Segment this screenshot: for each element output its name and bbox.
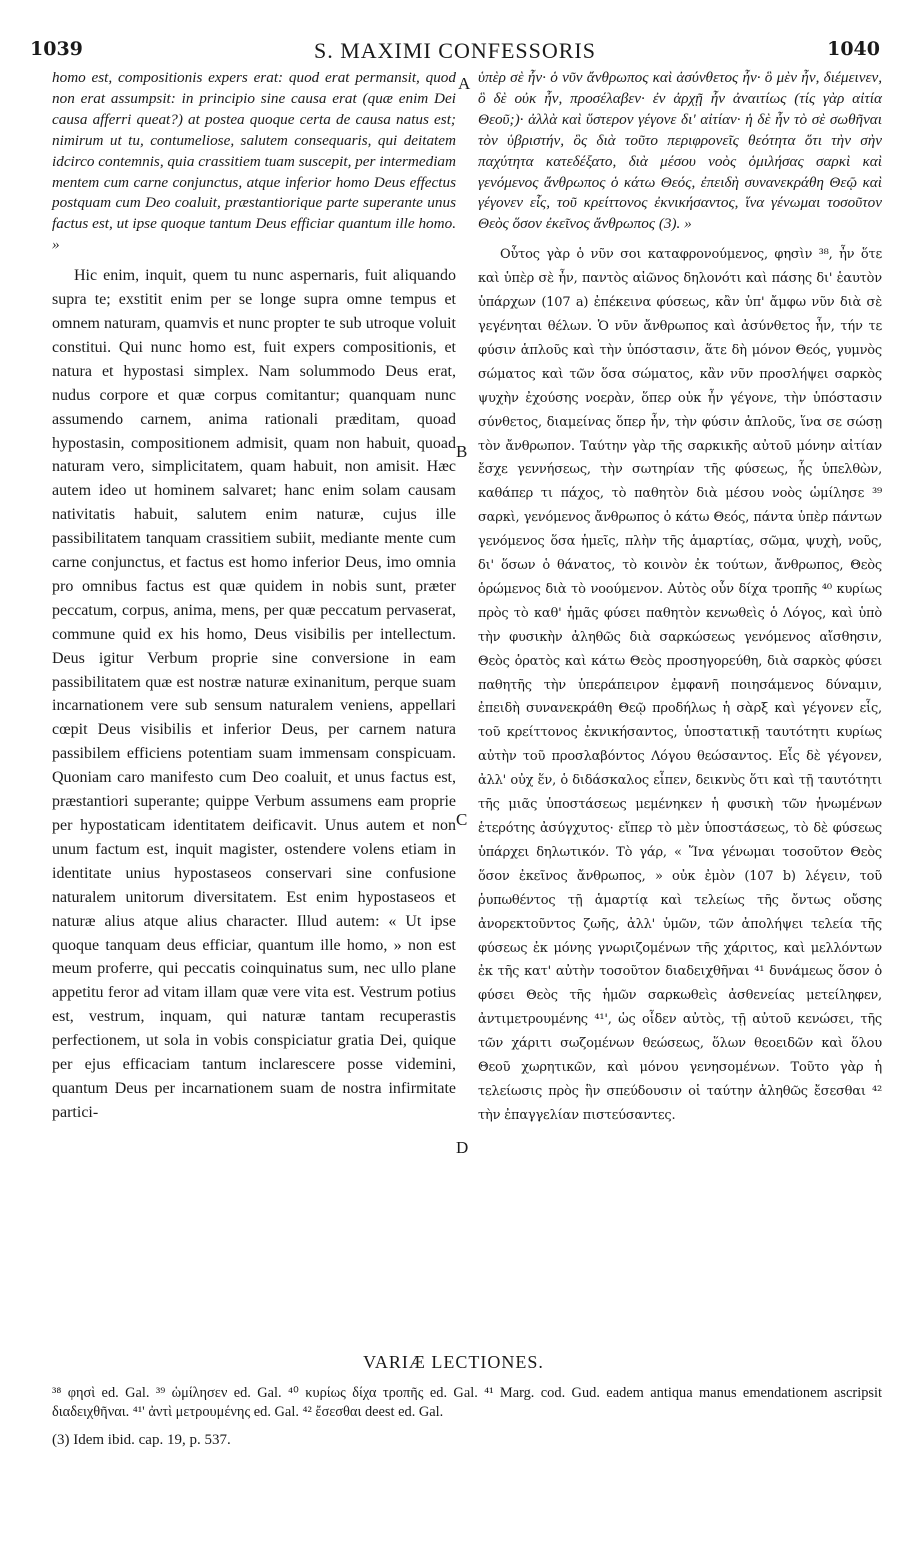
variae-lectiones-title: VARIÆ LECTIONES. — [363, 1352, 544, 1372]
left-page-number: 1039 — [30, 38, 83, 60]
variae-lectiones-text: ³⁸ φησὶ ed. Gal. ³⁹ ὡμίλησεν ed. Gal. ⁴⁰ κυρίως δίχα τροπῆς ed. Gal. ⁴¹ Marg. cod. Gud. eadem antiqua manus emendationem ascripsit διαδειχθῆναι. ⁴¹' ἀντὶ μετρουμένης ed. Gal. ⁴² ἔσεσθαι deest ed. Gal. — [52, 1385, 882, 1420]
running-title: S. MAXIMI CONFESSORIS — [313, 38, 596, 63]
latin-italic-paragraph: homo est, compositionis expers erat: quod erat permansit, quod non erat assumpsit: in principio sine causa erat (quæ enim Dei causa afferri queat?) at postea quoque certa de causa natus est; nimirum ut tu, contumeliose, salutem consequaris, qui deitatem idcirco contemnis, quia crassitiem tuam suscepit, per intermediam mentem cum carne conjunctus, atque inferior homo Deus effectus postquam cum Deo coaluit, præstantiorique parte superante unus factus est, ut ipse quoque tantum Deus efficiar quantum ille homo. » — [52, 69, 456, 254]
margin-letter-a: A — [458, 74, 471, 93]
margin-letter-d: D — [456, 1138, 469, 1157]
margin-letter-b: B — [456, 442, 468, 461]
greek-column — [478, 68, 882, 1128]
right-page-number: 1040 — [827, 38, 880, 60]
margin-letter-c: C — [456, 810, 468, 829]
footnote: (3) Idem ibid. cap. 19, p. 537. — [52, 1432, 231, 1448]
greek-italic-paragraph: ὑπὲρ σὲ ἦν· ὁ νῦν ἄνθρωπος καὶ ἀσύνθετος ἦν· ὃ μὲν ἦν, διέμεινεν, ὃ δὲ οὐκ ἦν, προσέλαβεν· ἐν ἀρχῇ ἦν ἀναιτίως (τίς γὰρ αἰτία Θεοῦ;)· ἀλλὰ καὶ ὕστερον γέγονε δι' αἰτίαν· ἡ δὲ ἦν τὸ σὲ σωθῆναι τὸν ὑβριστήν, ὃς διὰ τοῦτο περιφρονεῖς θεότητα ὅτι τὴν σὴν παχύτητα κατεδέξατο, διὰ μέσου νοὸς ὁμιλήσας σαρκὶ καὶ γενόμενος ἄνθρωπος ὁ κάτω Θεός, ἐπειδὴ συνανεκράθη Θεῷ καὶ γέγονεν εἷς, τοῦ κρείττονος ἐκνικήσαντος, ἵνα γένωμαι τοσοῦτον Θεὸς ὅσον ἐκεῖνος ἄνθρωπος (3). » — [478, 69, 882, 233]
latin-column — [52, 68, 456, 1125]
latin-main-paragraph: Hic enim, inquit, quem tu nunc aspernaris, fuit aliquando supra te; exstitit enim per se longe supra omne tempus et omnem naturam, quamvis et nunc propter te sub utroque voluit constitui. Qui nunc homo est, fuit expers compositionis, et natura et hypostasi simplex. Nam solummodo Deus erat, nudus corpore et quæ corpus comitantur; quanquam nunc assumendo carnem, anima rationali præditam, quoad hypostasin, compositionem admisit, quam non habuit, quoad naturam vero, simplicitatem, quam habuit, non amisit. Hæc autem ideo ut hominem salvaret; hanc enim solam causam nativitatis habuit, salutem enim naturæ, cujus ille passibilitatem tanquam crassitiem subiit, mediante mente cum carne conjunctus, et factus est homo inferior Deus, imo omnia pro omnibus factus est quæ quidem in nobis sunt, præter peccatum, corpus, anima, mens, per quæ peccatum pervaserat, commune quid ex his homo, Deus visibilis per intellectum. Deus igitur Verbum proprie sine conversione in eam passibilitatem quæ est nostræ naturæ exinanitum, perque suam incarnationem vere sub sensum naturalem veniens, appellari cœpit Deus visibilis et inferior Deus, per carnem natura passibilem efficiens potentiam suam immensam conspicuam. Quoniam caro manifesto cum Deo coaluit, et unus factus est, præstantiori superante; quippe Verbum assumens eam proprie per hypostaticam identitatem deificavit. Unus autem et non unum factum est, inquit magister, ostendere volens etiam in identitate unius hypostaseos conservari sine confusione naturalem unitorum diversitatem. Est enim hypostaseos et naturæ alius atque alius character. Illud autem: « Ut ipse quoque tanquam deus efficiar, quantum ille homo, » non est meum proferre, qui peccatis coinquinatus sum, nec ullo plane appetitu feror ad vitam illam quæ vere vita est. Vestrum potius est, vestrum, inquam, qui naturæ tantam recuperastis perfectionem, ut sola in vobis conspiciatur gratia Dei, quique per ejus efficaciam tantum inclarescere posse videmini, quantum Deus per incarnationem suam de nostra infirmitate partici- — [52, 267, 456, 1121]
greek-main-paragraph: Οὗτος γὰρ ὁ νῦν σοι καταφρονούμενος, φησὶν ³⁸, ἦν ὅτε καὶ ὑπὲρ σὲ ἦν, παντὸς αἰῶνος δηλονότι καὶ πάσης δι' ἑαυτὸν ὑπάρχων (107 a) ἐπέκεινα φύσεως, κἂν ὑπ' ἄμφω νῦν διὰ σὲ γεγένηται θέλων. Ὁ νῦν ἄνθρωπος καὶ ἀσύνθετος ἦν, τήν τε φύσιν ἁπλοῦς καὶ τὴν ὑπόστασιν, ἅτε δὴ μόνον Θεός, γυμνὸς σώματος καὶ τῶν ὅσα σώματος, κἂν νῦν προσλήψει σαρκὸς ψυχὴν ἐχούσης νοερὰν, ὅπερ οὐκ ἦν γέγονε, τὴν ὑπόστασιν σύνθετος, διαμείνας ὅπερ ἦν, τὴν φύσιν ἁπλοῦς, ἵνα σε σώσῃ τὸν ἄνθρωπον. Ταύτην γὰρ τῆς σαρκικῆς αὐτοῦ μόνην αἰτίαν ἔσχε γεννήσεως, τὴν σωτηρίαν τῆς φύσεως, ἧς ὑπελθὼν, καθάπερ τι πάχος, τὸ παθητὸν διὰ μέσου νοὸς ὡμίλησε ³⁹ σαρκὶ, γενόμενος ἄνθρωπος ὁ κάτω Θεός, πάντα ὑπὲρ πάντων γενόμενος ὅσα ἡμεῖς, πλὴν τῆς ἁμαρτίας, σῶμα, ψυχὴ, νοῦς, δι' ὅσων ὁ θάνατος, τὸ κοινὸν ἐκ τούτων, ἄνθρωπος, Θεὸς ὁρώμενος διὰ τὸ νοούμενον. Αὐτὸς οὖν δίχα τροπῆς ⁴⁰ κυρίως πρὸς τὸ καθ' ἡμᾶς φύσει παθητὸν κενωθεὶς ὁ Λόγος, καὶ ὑπὸ τὴν φυσικὴν ἀληθῶς διὰ σαρκώσεως γενόμενος αἴσθησιν, Θεὸς ὁρατὸς καὶ κάτω Θεὸς προσηγορεύθη, διὰ σαρκὸς φύσει παθητῆς τὴν ὑπεράπειρον ἐμφανῆ ποιησάμενος δύναμιν, ἐπειδὴ συνανεκράθη Θεῷ προδήλως ἡ σὰρξ καὶ γέγονεν εἷς, τοῦ κρείττονος ἐκνικήσαντος, ὑποστατικῇ ταυτότητι κυρίως αὐτὴν τοῦ προσλαβόντος Λόγου θεώσαντος. Εἷς δὲ γέγονεν, ἀλλ' οὐχ ἕν, ὁ διδάσκαλος εἶπεν, δεικνὺς ὅτι καὶ τῇ ταυτότητι τῆς μιᾶς ὑποστάσεως μεμένηκεν ἡ φυσικὴ τῶν ἡνωμένων ἑτερότης ἀσύγχυτος· εἴπερ τὸ μὲν ὑποστάσεως, τὸ δὲ φύσεως ὑπάρχει δηλωτικόν. Τὸ γάρ, « Ἵνα γένωμαι τοσοῦτον Θεὸς ὅσον ἐκεῖνος ἄνθρωπος, » οὐκ ἐμὸν (107 b) λέγειν, τοῦ ῥυπωθέντος τῇ ἁμαρτίᾳ καὶ τελείως τῆς ὄντως οὔσης ἀνορεκτοῦντος ζωῆς, ἀλλ' ὑμῶν, τῶν ἀπολήψει τελεία τῆς φύσεως ἐκ μόνης γνωριζομένων τῆς χάριτος, καὶ μελλόντων ἐκ τῆς κατ' αὐτὴν τοσοῦτον διαδειχθῆναι ⁴¹ δυνάμεως ὅσον ὁ φύσει Θεὸς τῆς ἡμῶν σαρκωθεὶς ἀσθενείας μετείληφεν, ἀντιμετρουμένης ⁴¹', ὡς οἶδεν αὐτὸς, τῇ αὐτοῦ κενώσει, τῆς τῶν χάριτι σωζομένων θεώσεως, ὅλων θεοειδῶν καὶ ὅλου Θεοῦ χωρητικῶν, καὶ μόνου γενησομένων. Τοῦτο γὰρ ἡ τελείωσις πρὸς ἣν σπεύδουσιν οἱ ταύτην ἀληθῶς ἔσεσθαι ⁴² τὴν ἐπαγγελίαν πιστεύσαντες. — [478, 247, 882, 1123]
running-header — [30, 30, 880, 62]
